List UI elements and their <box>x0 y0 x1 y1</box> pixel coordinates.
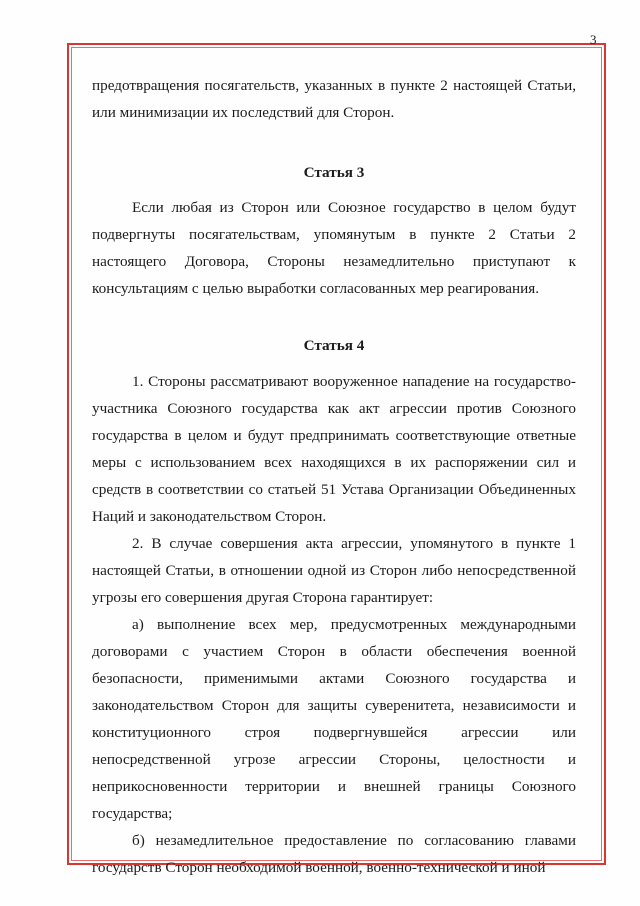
article-4-heading: Статья 4 <box>303 337 365 354</box>
article-4-paragraph-1: 1. Стороны рассматривают вооруженное нападение на государство-участника Союзного государства как акт агрессии против Союзного государства в целом и будут предпринимать соответствующие ответные меры с использованием всех находящихся в их распоряжении сил и средств в соответствии со статьей 51 Устава Организации Объединенных Наций и законодательством Сторон. <box>92 373 576 525</box>
article-4-item-b: б) незамедлительное предоставление по согласованию главами государств Сторон необходимой военной, военно-технической и иной <box>92 832 576 876</box>
article-4-paragraph-2: 2. В случае совершения акта агрессии, упомянутого в пункте 1 настоящей Статьи, в отношении одной из Сторон либо непосредственной угрозы его совершения другая Сторона гарантирует: <box>92 535 576 606</box>
article-3-paragraph: Если любая из Сторон или Союзное государство в целом будут подвергнуты посягательствам, упомянутым в пункте 2 Статьи 2 настоящего Договора, Стороны незамедлительно приступают к консультациям с целью выработки согласованных мер реагирования. <box>92 199 576 297</box>
article-4-item-a: а) выполнение всех мер, предусмотренных международными договорами с участием Сторон в области обеспечения военной безопасности, применимыми актами Союзного государства и законодательством Сторон для защиты суверенитета, независимости и конституционного строя подвергнувшейся агрессии или непосредственной угрозе агрессии Стороны, целостности и неприкосновенности территории и внешней границы Союзного государства; <box>92 616 576 822</box>
document-body <box>92 72 576 881</box>
page-number: 3 <box>590 32 597 47</box>
article-3-heading: Статья 3 <box>303 164 365 181</box>
paragraph-continuation: предотвращения посягательств, указанных в пункте 2 настоящей Статьи, или минимизации их последствий для Сторон. <box>92 77 576 121</box>
